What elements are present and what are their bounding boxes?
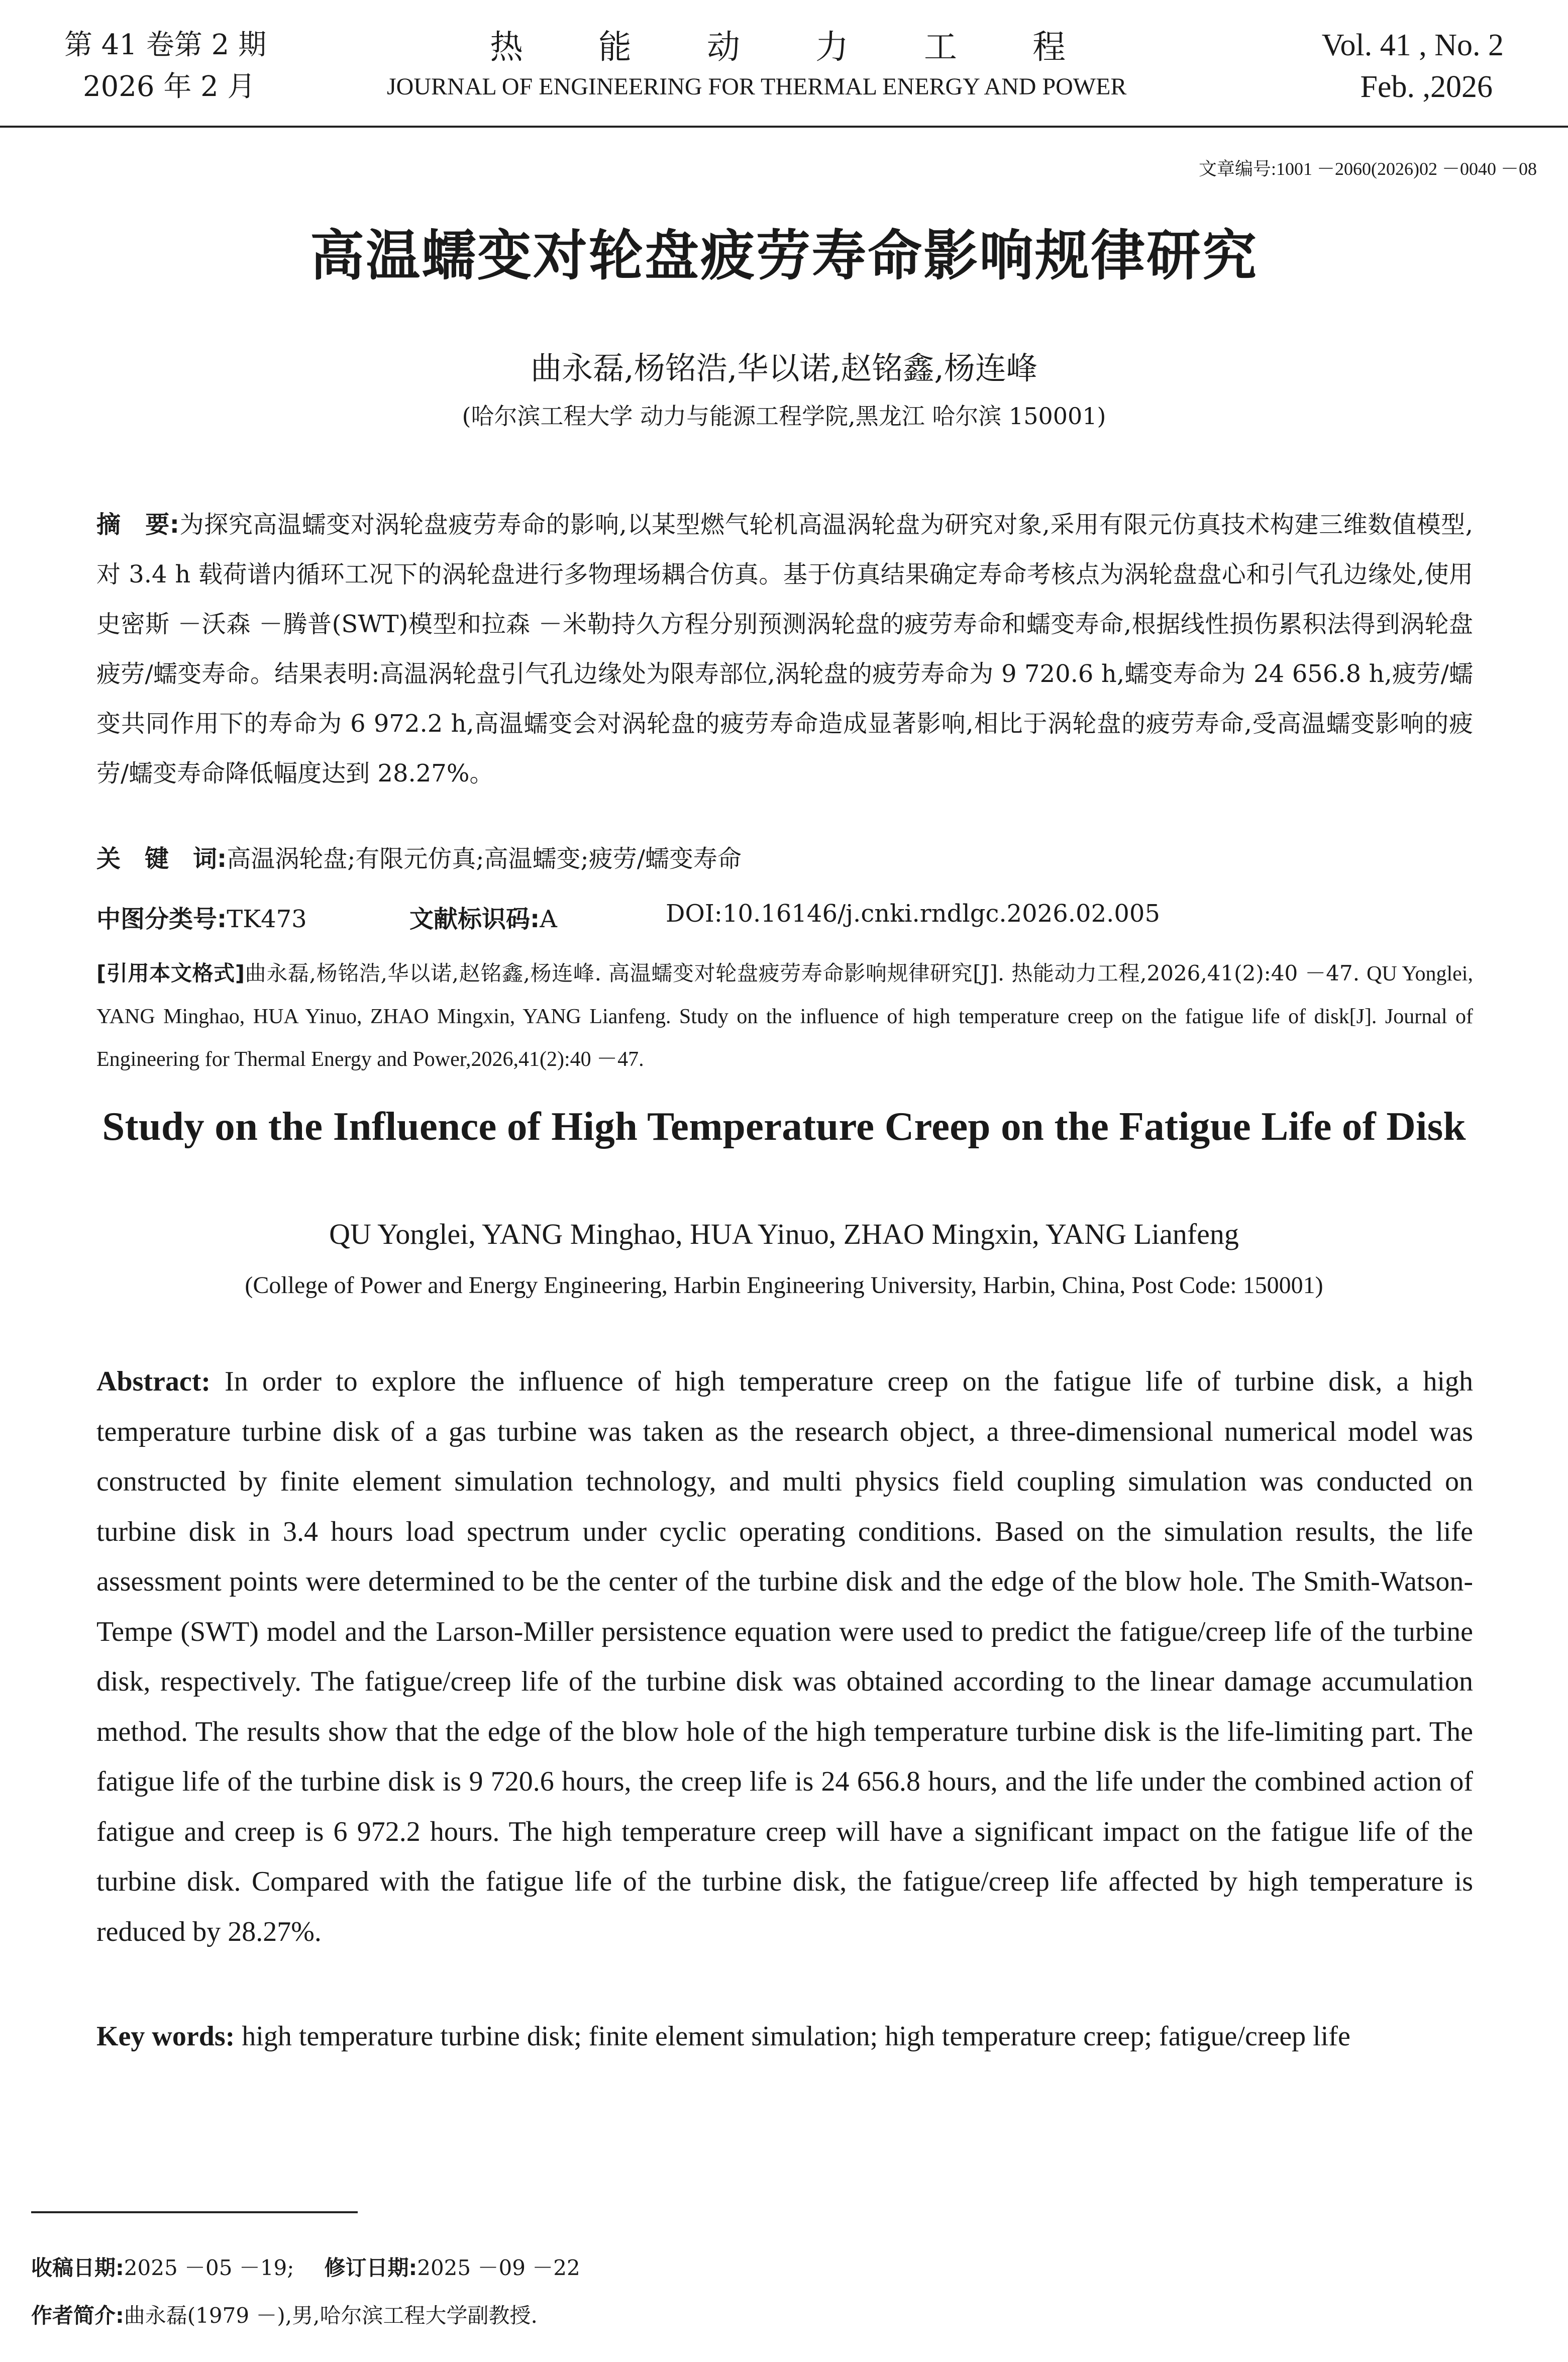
- footnote-rule: [31, 2211, 358, 2213]
- header-date-cn: 2026 年 2 月: [83, 70, 256, 103]
- keywords-cn-text: 高温涡轮盘;有限元仿真;高温蠕变;疲劳/蠕变寿命: [227, 845, 742, 873]
- header-journal-en: JOURNAL OF ENGINEERING FOR THERMAL ENERGY AND POWER: [387, 73, 1127, 100]
- received-label: 收稿日期:: [31, 2255, 124, 2280]
- header-volume-en: Vol. 41 , No. 2: [1321, 28, 1504, 62]
- keywords-en-text: high temperature turbine disk; finite element simulation; high temperature creep; fatigue/creep life: [242, 2021, 1350, 2052]
- header-issue-cn: 第 41 卷第 2 期: [64, 29, 267, 61]
- received-value: 2025 －05 －19;: [124, 2255, 294, 2280]
- authors-en: QU Yonglei, YANG Minghao, HUA Yinuo, ZHAO Mingxin, YANG Lianfeng: [329, 1218, 1239, 1250]
- document-code: [409, 900, 557, 934]
- abstract-en-label: Abstract:: [96, 1366, 211, 1397]
- article-number: 文章编号:1001 －2060(2026)02 －0040 －08: [1199, 159, 1537, 179]
- author-bio-label: 作者简介:: [31, 2303, 124, 2328]
- header-rule: [0, 126, 1568, 128]
- abstract-en-text: In order to explore the influence of high temperature creep on the fatigue life of turbine disk, a high temperature turbine disk of a gas turbine was taken as the research object, a three-dimensional numerical model was constructed by finite element simulation technology, and multi physics field coupling simulation was conducted on turbine disk in 3.4 hours load spectrum under cyclic operating conditions. Based on the simulation results, the life assessment points were determined to be the center of the turbine disk and the edge of the blow hole. The Smith-Watson-Tempe (SWT) model and the Larson-Miller persistence equation were used to predict the fatigue/creep life of the turbine disk, respectively. The fatigue/creep life of the turbine disk was obtained according to the linear damage accumulation method. The results show that the edge of the blow hole of the high temperature turbine disk is the life-limiting part. The fatigue life of the turbine disk is 9 720.6 hours, the creep life is 24 656.8 hours, and the life under the combined action of fatigue and creep is 6 972.2 hours. The high temperature creep will have a significant impact on the fatigue life of the turbine disk. Compared with the fatigue life of the turbine disk, the fatigue/creep life affected by high temperature is reduced by 28.27%.: [96, 1366, 1474, 1947]
- abstract-en: [96, 1357, 1473, 1957]
- keywords-en-label: Key words:: [96, 2021, 235, 2052]
- affiliation-en: (College of Power and Energy Engineering, Harbin Engineering University, Harbin, China, Post Code: 150001): [245, 1272, 1323, 1299]
- doc-code-value: A: [540, 905, 557, 933]
- affiliation-cn: (哈尔滨工程大学 动力与能源工程学院,黑龙江 哈尔滨 150001): [462, 403, 1106, 430]
- revised-value: 2025 －09 －22: [417, 2255, 580, 2280]
- title-en: Study on the Influence of High Temperature Creep on the Fatigue Life of Disk: [102, 1104, 1466, 1149]
- revised-label: 修订日期:: [324, 2255, 417, 2280]
- citation-text-en: QU Yonglei, YANG Minghao, HUA Yinuo, ZHAO Mingxin, YANG Lianfeng. Study on the influence of high temperature creep on the fatigue life of disk[J]. Journal of Engineering for Thermal Energy and Power,2026,41(2):40 －47.: [96, 962, 1473, 1071]
- header-date-en: Feb. ,2026: [1360, 70, 1493, 104]
- doi: DOI:10.16146/j.cnki.rndlgc.2026.02.005: [666, 900, 1160, 928]
- keywords-en: [96, 2012, 1473, 2062]
- citation-text-cn: 曲永磊,杨铭浩,华以诺,赵铭鑫,杨连峰. 高温蠕变对轮盘疲劳寿命影响规律研究[J]. 热能动力工程,2026,41(2):40 －47.: [245, 961, 1360, 986]
- footnote-dates: [31, 2251, 580, 2282]
- title-cn: 高温蠕变对轮盘疲劳寿命影响规律研究: [309, 225, 1258, 287]
- keywords-cn-label: 关 键 词:: [96, 845, 227, 873]
- footnote-author: [31, 2299, 538, 2329]
- keywords-cn: [96, 839, 742, 874]
- citation: [96, 952, 1473, 1080]
- authors-cn: 曲永磊,杨铭浩,华以诺,赵铭鑫,杨连峰: [531, 350, 1037, 386]
- abstract-cn-label: 摘 要:: [96, 511, 180, 539]
- header-journal-cn: 热能动力工程: [490, 28, 1141, 66]
- doc-code-label: 文献标识码:: [409, 905, 540, 933]
- clc-value: TK473: [227, 905, 307, 933]
- author-bio-value: 曲永磊(1979 －),男,哈尔滨工程大学副教授.: [124, 2303, 538, 2328]
- abstract-cn: [96, 500, 1473, 799]
- clc-label: 中图分类号:: [96, 905, 227, 933]
- citation-label: [引用本文格式]: [96, 961, 245, 986]
- abstract-cn-text: 为探究高温蠕变对涡轮盘疲劳寿命的影响,以某型燃气轮机高温涡轮盘为研究对象,采用有限元仿真技术构建三维数值模型,对 3.4 h 载荷谱内循环工况下的涡轮盘进行多物理场耦合仿真。基于仿真结果确定寿命考核点为涡轮盘盘心和引气孔边缘处,使用史密斯 －沃森 －腾普(SWT)模型和拉森 －米勒持久方程分别预测涡轮盘的疲劳寿命和蠕变寿命,根据线性损伤累积法得到涡轮盘疲劳/蠕变寿命。结果表明:高温涡轮盘引气孔边缘处为限寿部位,涡轮盘的疲劳寿命为 9 720.6 h,蠕变寿命为 24 656.8 h,疲劳/蠕变共同作用下的寿命为 6 972.2 h,高温蠕变会对涡轮盘的疲劳寿命造成显著影响,相比于涡轮盘的疲劳寿命,受高温蠕变影响的疲劳/蠕变寿命降低幅度达到 28.27%。: [96, 511, 1473, 788]
- clc-number: [96, 900, 307, 934]
